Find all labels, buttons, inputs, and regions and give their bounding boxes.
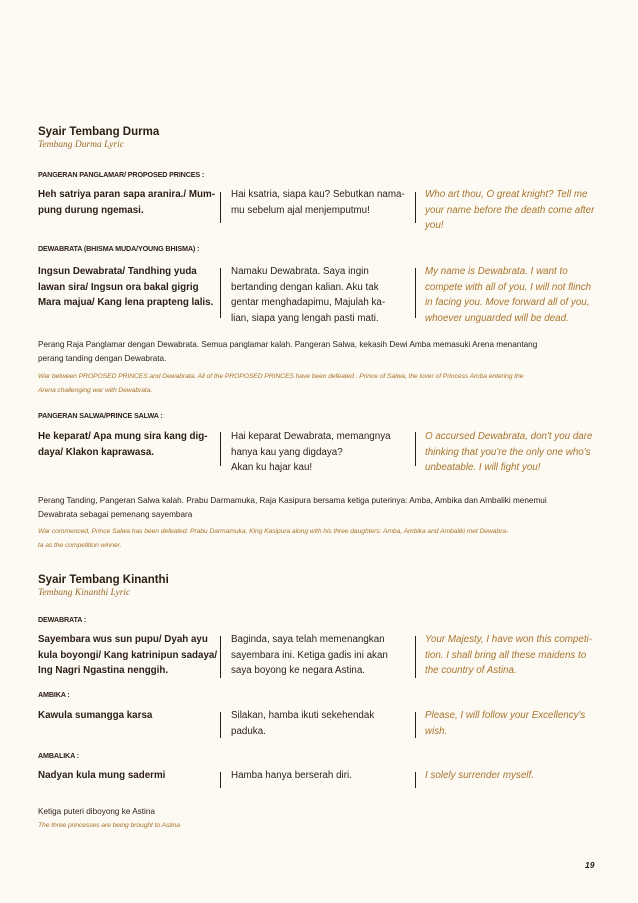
column-divider	[415, 268, 416, 318]
page-number: 19	[585, 860, 595, 870]
column-divider	[220, 192, 221, 223]
indonesian-translation: Namaku Dewabrata. Saya ingin bertanding dengan kalian. Aku tak gentar menghadapimu, Majulah ka- lian, siapa yang lengah pasti mati.	[231, 266, 386, 324]
column-divider	[220, 432, 221, 466]
column-divider	[415, 192, 416, 223]
english-translation: Please, I will follow your Excellency's wish.	[425, 710, 586, 737]
narration-indonesian: Perang Tanding, Pangeran Salwa kalah. Prabu Darmamuka, Raja Kasipura bersama ketiga puterinya: Amba, Ambika dan Ambaliki menemui Dewabrata sebagai pemenang sayembara	[38, 496, 547, 519]
column-divider	[415, 712, 416, 738]
speaker-label: AMBALIKA :	[38, 751, 79, 760]
speaker-label: AMBIKA :	[38, 690, 70, 699]
section-subtitle-durma: Tembang Durma Lyric	[38, 140, 124, 150]
speaker-label: PANGERAN PANGLAMAR/ PROPOSED PRINCES :	[38, 170, 205, 179]
indonesian-translation: Baginda, saya telah memenangkan sayembara ini. Ketiga gadis ini akan saya boyong ke negara Astina.	[231, 634, 388, 676]
section-title-durma: Syair Tembang Durma	[38, 126, 160, 138]
english-translation: My name is Dewabrata. I want to compete with all of you. I will not flinch in facing you. Move forward all of you, whoever unguarded will be dead.	[425, 266, 592, 324]
narration-english: War between PROPOSED PRINCES and Dewabrata. All of the PROPOSED PRINCES have been defeated . Prince of Salwa, the lover of Princess Amba entering the Arena challenging war with Dewabrata.	[38, 373, 524, 394]
column-divider	[220, 712, 221, 738]
english-translation: Who art thou, O great knight? Tell me your name before the death come after you!	[425, 189, 595, 231]
javanese-lyric: He keparat/ Apa mung sira kang dig- daya/ Klakon kaprawasa.	[38, 431, 208, 458]
column-divider	[220, 772, 221, 788]
narration-english: The three princesses are being brought to Astina	[38, 822, 180, 829]
english-translation: Your Majesty, I have won this competi- tion. I shall bring all these maidens to the country of Astina.	[425, 634, 592, 676]
column-divider	[220, 636, 221, 678]
narration-english: War commenced, Prince Salwa has been defeated. Prabu Darmamuka, King Kasipura along with his three daughters: Amba, Ambika and Ambaliki met Dewabra- ta as the competition winner.	[38, 528, 509, 549]
speaker-label: DEWABRATA (BHISMA MUDA/YOUNG BHISMA) :	[38, 244, 200, 253]
indonesian-translation: Hamba hanya berserah diri.	[231, 770, 352, 781]
indonesian-translation: Silakan, hamba ikuti sekehendak paduka.	[231, 710, 375, 737]
javanese-lyric: Sayembara wus sun pupu/ Dyah ayu kula boyongi/ Kang katrinipun sadaya/ Ing Nagri Ngastina nenggih.	[38, 634, 218, 676]
javanese-lyric: Kawula sumangga karsa	[38, 710, 153, 721]
section-title-kinanthi: Syair Tembang Kinanthi	[38, 574, 169, 586]
narration-indonesian: Perang Raja Panglamar dengan Dewabrata. Semua panglamar kalah. Pangeran Salwa, kekasih Dewi Amba memasuki Arena menantang perang tanding dengan Dewabrata.	[38, 340, 538, 363]
section-subtitle-kinanthi: Tembang Kinanthi Lyric	[38, 588, 131, 598]
indonesian-translation: Hai ksatria, siapa kau? Sebutkan nama- mu sebelum ajal menjemputmu!	[231, 189, 405, 216]
javanese-lyric: Heh satriya paran sapa aranira./ Mum- pung durung ngemasi.	[38, 189, 215, 216]
javanese-lyric: Ingsun Dewabrata/ Tandhing yuda lawan sira/ Ingsun ora bakal gigrig Mara majua/ Kang lena prapteng lalis.	[38, 266, 214, 308]
column-divider	[415, 772, 416, 788]
speaker-label: DEWABRATA :	[38, 615, 87, 624]
column-divider	[415, 432, 416, 466]
speaker-label: PANGERAN SALWA/PRINCE SALWA :	[38, 411, 163, 420]
indonesian-translation: Hai keparat Dewabrata, memangnya hanya kau yang digdaya? Akan ku hajar kau!	[231, 431, 391, 473]
english-translation: I solely surrender myself.	[425, 770, 534, 781]
column-divider	[220, 268, 221, 318]
english-translation: O accursed Dewabrata, don't you dare thinking that you're the only one who's unbeatable. I will fight you!	[425, 431, 593, 473]
javanese-lyric: Nadyan kula mung sadermi	[38, 770, 166, 781]
narration-indonesian: Ketiga puteri diboyong ke Astina	[38, 807, 155, 816]
column-divider	[415, 636, 416, 678]
